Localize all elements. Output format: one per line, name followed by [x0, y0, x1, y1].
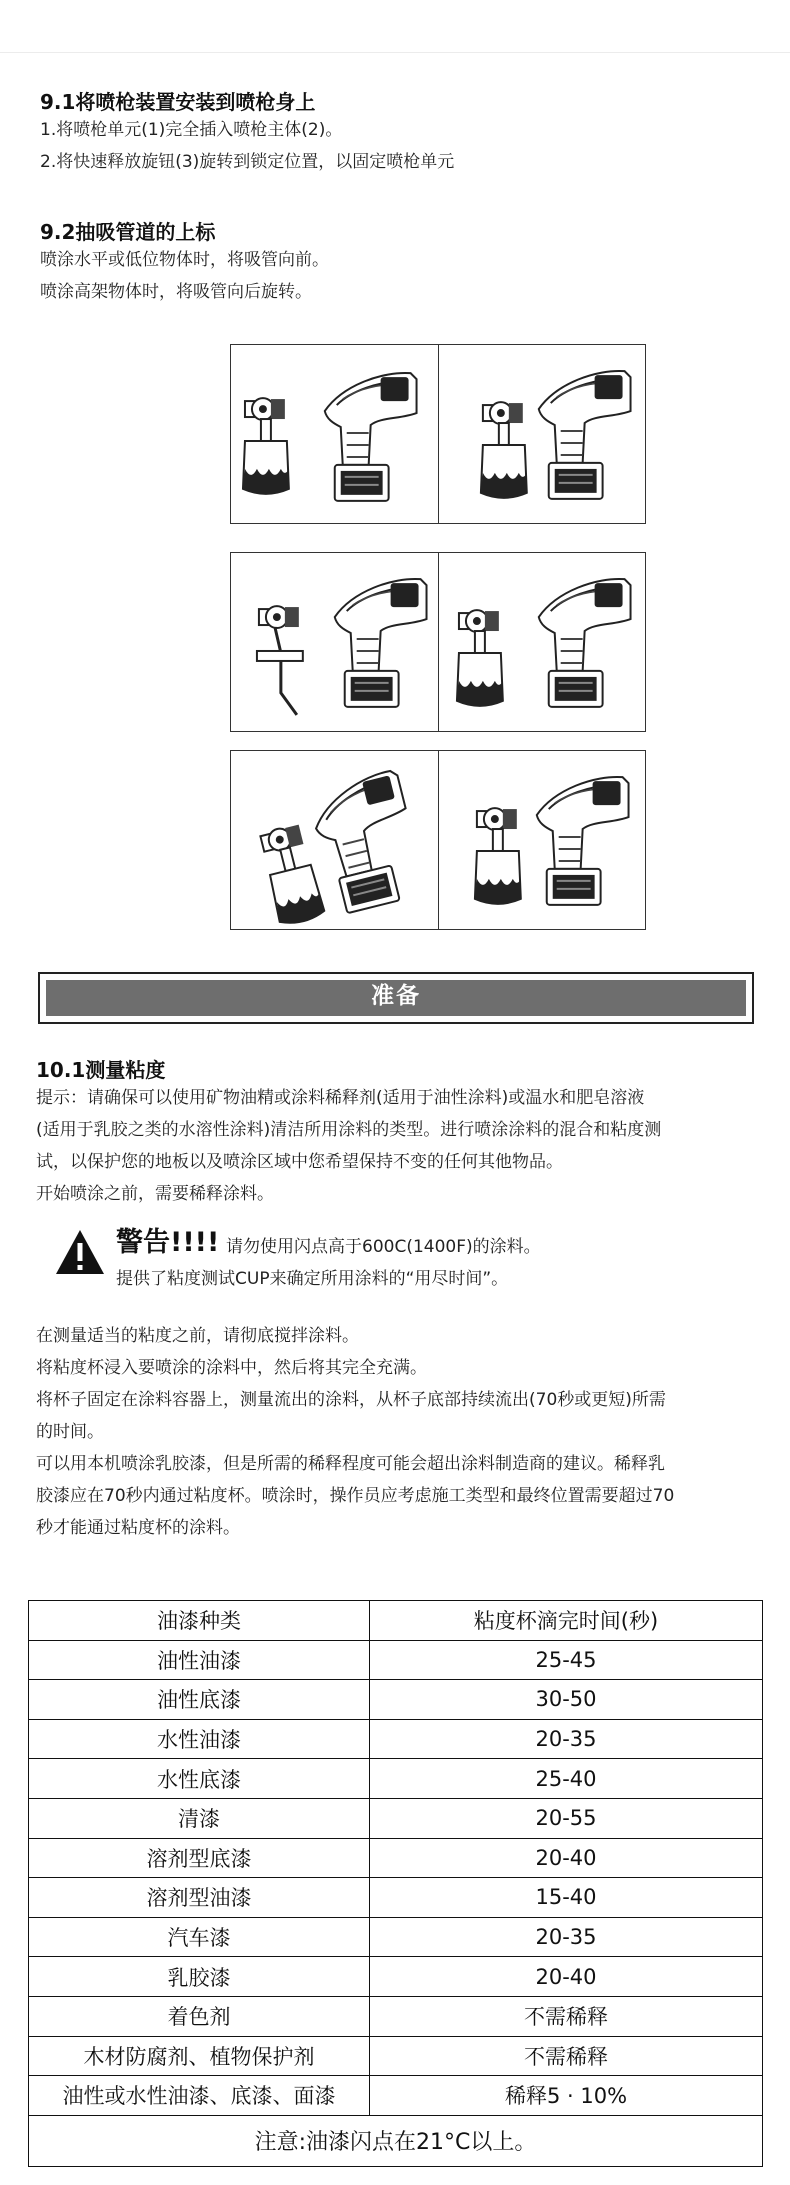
section-9-2-line: 喷涂水平或低位物体时，将吸管向前。 [40, 250, 329, 270]
illustration-cup-attached [438, 553, 646, 731]
paint-type: 着色剂 [29, 1996, 370, 2036]
warning-triangle-icon [54, 1228, 106, 1276]
drain-time: 25-45 [370, 1640, 763, 1680]
table-row [29, 1798, 763, 1838]
illustration-assembled-gun [438, 345, 646, 523]
body-line: 将杯子固定在涂料容器上，测量流出的涂料，从杯子底部持续流出(70秒或更短)所需 [36, 1390, 666, 1410]
section-10-1-title: 10.1测量粘度 [36, 1058, 166, 1082]
paint-type: 木材防腐剂、植物保护剂 [29, 2036, 370, 2076]
body-line: 在测量适当的粘度之前，请彻底搅拌涂料。 [36, 1326, 359, 1346]
drain-time: 15-40 [370, 1878, 763, 1918]
section-10-1-line: 开始喷涂之前，需要稀释涂料。 [36, 1184, 274, 1204]
viscosity-table [28, 1600, 763, 2167]
table-note-row [29, 2115, 763, 2166]
table-header-row [29, 1601, 763, 1641]
drain-time: 20-40 [370, 1838, 763, 1878]
table-header: 粘度杯滴完时间(秒) [370, 1601, 763, 1641]
section-9-2-title: 9.2抽吸管道的上标 [40, 220, 216, 244]
body-line: 胶漆应在70秒内通过粘度杯。喷涂时，操作员应考虑施工类型和最终位置需要超过70 [36, 1486, 675, 1506]
table-row [29, 1640, 763, 1680]
body-line: 将粘度杯浸入要喷涂的涂料中，然后将其完全充满。 [36, 1358, 427, 1378]
drain-time: 20-55 [370, 1798, 763, 1838]
paint-type: 油性或水性油漆、底漆、面漆 [29, 2076, 370, 2116]
illustration-row-1 [230, 344, 646, 524]
paint-type: 汽车漆 [29, 1917, 370, 1957]
table-row [29, 2076, 763, 2116]
warning-title: 警告!!!! [116, 1227, 220, 1258]
drain-time: 25-40 [370, 1759, 763, 1799]
section-9-2-line: 喷涂高架物体时，将吸管向后旋转。 [40, 282, 312, 302]
drain-time: 稀释5 · 10% [370, 2076, 763, 2116]
drain-time: 20-40 [370, 1957, 763, 1997]
table-row [29, 1719, 763, 1759]
banner-label: 准备 [46, 980, 746, 1016]
table-row [29, 1759, 763, 1799]
body-line: 秒才能通过粘度杯的涂料。 [36, 1518, 240, 1538]
warning-line-2: 提供了粘度测试CUP来确定所用涂料的“用尽时间”。 [116, 1269, 509, 1289]
table-row [29, 1957, 763, 1997]
paint-type: 溶剂型油漆 [29, 1878, 370, 1918]
section-9-1-title: 9.1将喷枪装置安装到喷枪身上 [40, 90, 316, 114]
illustration-tilted-gun [231, 751, 438, 929]
top-divider [0, 52, 790, 53]
drain-time: 20-35 [370, 1719, 763, 1759]
paint-type: 油性底漆 [29, 1680, 370, 1720]
illustration-separate-parts [231, 345, 438, 523]
section-10-1-line: 提示：请确保可以使用矿物油精或涂料稀释剂(适用于油性涂料)或温水和肥皂溶液 [36, 1088, 645, 1108]
illustration-suction-tube [231, 553, 438, 731]
section-10-1-line: (适用于乳胶之类的水溶性涂料)清洁所用涂料的类型。进行喷涂涂料的混合和粘度测 [36, 1120, 662, 1140]
paint-type: 溶剂型底漆 [29, 1838, 370, 1878]
table-note: 注意:油漆闪点在21°C以上。 [29, 2115, 763, 2166]
illustration-row-3 [230, 750, 646, 930]
illustration-final-assembly [438, 751, 646, 929]
paint-type: 水性底漆 [29, 1759, 370, 1799]
section-9-1-line: 2.将快速释放旋钮(3)旋转到锁定位置，以固定喷枪单元 [40, 152, 455, 172]
paint-type: 乳胶漆 [29, 1957, 370, 1997]
table-row [29, 1878, 763, 1918]
drain-time: 20-35 [370, 1917, 763, 1957]
drain-time: 30-50 [370, 1680, 763, 1720]
table-header: 油漆种类 [29, 1601, 370, 1641]
paint-type: 油性油漆 [29, 1640, 370, 1680]
table-row [29, 1996, 763, 2036]
body-line: 的时间。 [36, 1422, 104, 1442]
table-row [29, 1680, 763, 1720]
paint-type: 清漆 [29, 1798, 370, 1838]
table-row [29, 2036, 763, 2076]
drain-time: 不需稀释 [370, 2036, 763, 2076]
section-10-1-line: 试，以保护您的地板以及喷涂区域中您希望保持不变的任何其他物品。 [36, 1152, 563, 1172]
paint-type: 水性油漆 [29, 1719, 370, 1759]
illustration-row-2 [230, 552, 646, 732]
section-banner [38, 972, 754, 1024]
table-row [29, 1917, 763, 1957]
section-9-1-line: 1.将喷枪单元(1)完全插入喷枪主体(2)。 [40, 120, 343, 140]
body-line: 可以用本机喷涂乳胶漆，但是所需的稀释程度可能会超出涂料制造商的建议。稀释乳 [36, 1454, 665, 1474]
drain-time: 不需稀释 [370, 1996, 763, 2036]
table-row [29, 1838, 763, 1878]
warning-line-1: 请勿使用闪点高于600C(1400F)的涂料。 [226, 1237, 541, 1257]
